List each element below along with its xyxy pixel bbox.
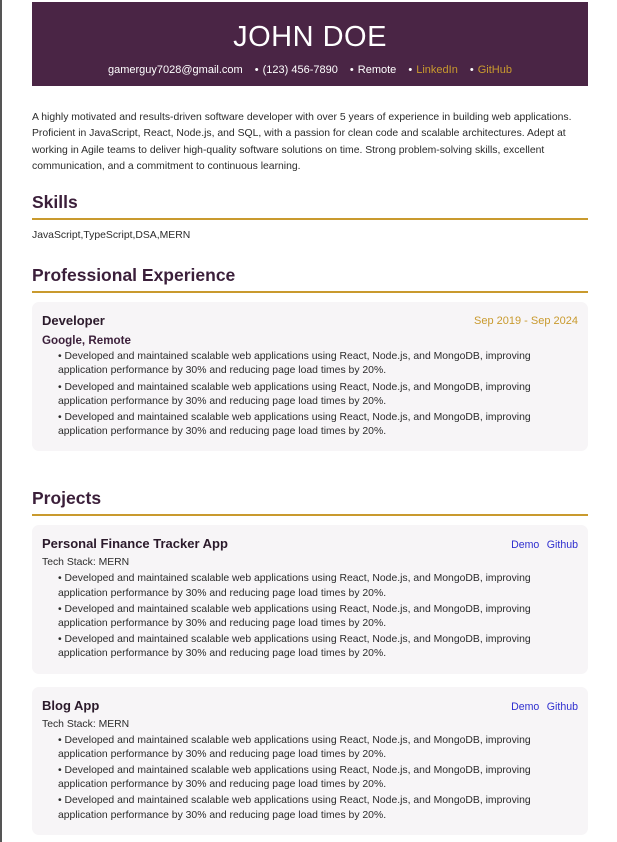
list-item: • Developed and maintained scalable web applications using React, Node.js, and MongoDB, improving application performance by 30% and reducing page load times by 20%. <box>58 765 531 791</box>
demo-link[interactable]: Demo <box>511 700 540 713</box>
separator-dot: • <box>469 64 474 76</box>
project-card <box>32 687 588 835</box>
separator-dot: • <box>254 64 259 76</box>
project-card-header <box>42 697 578 715</box>
tech-stack: Tech Stack: MERN <box>42 557 130 569</box>
section-divider <box>32 291 588 293</box>
project-card <box>32 525 588 673</box>
candidate-name: JOHN DOE <box>233 21 387 53</box>
project-card-header <box>42 535 578 553</box>
email-link[interactable]: gamerguy7028@gmail.com <box>108 64 243 76</box>
list-item: • Developed and maintained scalable web applications using React, Node.js, and MongoDB, improving application performance by 30% and reducing page load times by 20%. <box>58 734 531 760</box>
list-item: • Developed and maintained scalable web applications using React, Node.js, and MongoDB, improving application performance by 30% and reducing page load times by 20%. <box>58 795 531 821</box>
experience-card <box>32 302 588 451</box>
experience-card-header <box>42 312 578 330</box>
section-divider <box>32 218 588 220</box>
linkedin-link[interactable]: LinkedIn <box>416 64 458 76</box>
job-dates: Sep 2019 - Sep 2024 <box>474 315 578 328</box>
list-item: • Developed and maintained scalable web applications using React, Node.js, and MongoDB, improving application performance by 30% and reducing page load times by 20%. <box>58 634 531 660</box>
job-bullets <box>42 350 578 439</box>
skills-heading: Skills <box>32 192 78 213</box>
list-item: • Developed and maintained scalable web applications using React, Node.js, and MongoDB, improving application performance by 30% and reducing page load times by 20%. <box>58 603 531 630</box>
separator-dot: • <box>349 64 354 76</box>
project-name: Blog App <box>42 697 100 713</box>
skills-list: JavaScript,TypeScript,DSA,MERN <box>32 230 191 242</box>
experience-heading: Professional Experience <box>32 265 236 286</box>
github-link[interactable]: GitHub <box>477 64 512 76</box>
job-company: Google, Remote <box>42 334 131 348</box>
project-bullets <box>42 734 578 823</box>
list-item: • Developed and maintained scalable web applications using React, Node.js, and MongoDB, improving application performance by 30% and reducing page load times by 20%. <box>58 573 531 599</box>
resume-page <box>32 2 588 835</box>
projects-heading: Projects <box>32 488 102 509</box>
contact-line <box>32 63 588 77</box>
location-text: Remote <box>357 64 397 76</box>
project-links <box>508 535 578 553</box>
demo-link[interactable]: Demo <box>511 539 540 552</box>
page-left-border <box>0 0 2 842</box>
summary-paragraph: A highly motivated and results-driven software developer with over 5 years of experience in building web applications. Proficient in JavaScript, React, Node.js, and SQL, with a passion for clean code and scalable architectures. Adept at working in Agile teams to deliver high-quality software solutions on time. Strong problem-solving skills, excellent communication, and a commitment to continuous learning. <box>32 112 572 172</box>
phone-text: (123) 456-7890 <box>262 64 338 76</box>
separator-dot: • <box>408 64 413 76</box>
section-divider <box>32 514 588 516</box>
list-item: • Developed and maintained scalable web applications using React, Node.js, and MongoDB, improving application performance by 30% and reducing page load times by 20%. <box>58 351 531 377</box>
github-link[interactable]: Github <box>546 700 578 713</box>
github-link[interactable]: Github <box>546 539 578 552</box>
project-name: Personal Finance Tracker App <box>42 536 228 552</box>
list-item: • Developed and maintained scalable web applications using React, Node.js, and MongoDB, improving application performance by 30% and reducing page load times by 20%. <box>58 412 531 438</box>
list-item: • Developed and maintained scalable web applications using React, Node.js, and MongoDB, improving application performance by 30% and reducing page load times by 20%. <box>58 381 531 407</box>
project-links <box>508 697 578 715</box>
tech-stack: Tech Stack: MERN <box>42 718 130 730</box>
job-role: Developer <box>42 313 105 329</box>
resume-header <box>32 2 588 86</box>
project-bullets <box>42 572 578 661</box>
